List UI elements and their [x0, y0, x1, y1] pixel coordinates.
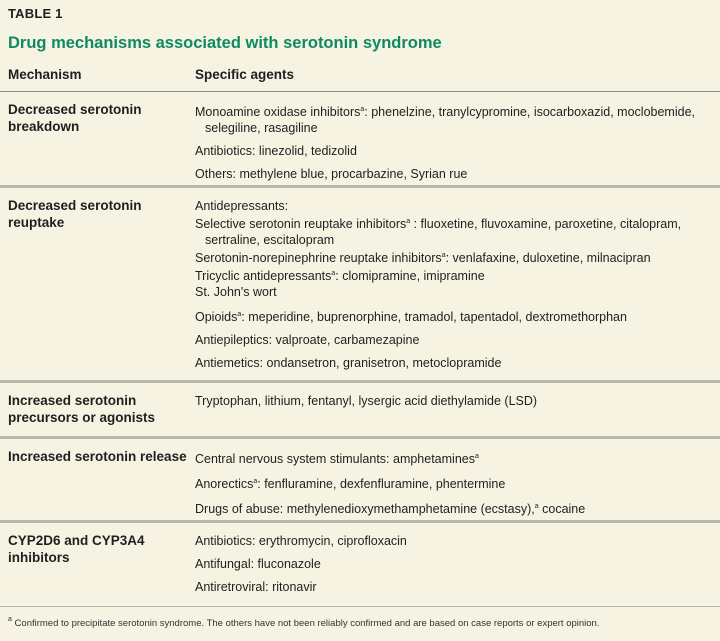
agents-cell — [195, 393, 715, 416]
agents-cell — [195, 102, 715, 189]
agent-entry: Drugs of abuse: methylenedioxymethamphetamine (ecstasy),$^a$ cocaine — [195, 502, 586, 516]
table-footnote: $^a$ Confirmed to precipitate serotonin syndrome. The others have not been reliably confirmed and are based on case reports or expert opinion. — [8, 616, 600, 629]
mechanism-cell: Decreased serotonin reuptake — [8, 198, 142, 230]
agent-entry: Monoamine oxidase inhibitors$^a$: phenelzine, tranylcypromine, isocarboxazid, moclobemide, selegiline, rasagiline — [195, 105, 696, 135]
table-row-precursors — [0, 384, 720, 439]
mechanism-cell: CYP2D6 and CYP3A4 inhibitors — [8, 533, 145, 565]
agent-entry: Antibiotics: linezolid, tedizolid — [195, 144, 357, 158]
agent-entry: Serotonin-norepinephrine reuptake inhibitors$^a$: venlafaxine, duloxetine, milnacipran — [195, 251, 651, 265]
agents-cell — [195, 198, 715, 378]
agent-entry: Selective serotonin reuptake inhibitors$^a$ : fluoxetine, fluvoxamine, paroxetine, citalopram, sertraline, escitalopram — [195, 217, 682, 247]
table-row-breakdown — [0, 93, 720, 188]
agent-entry: Tricyclic antidepressants$^a$: clomipramine, imipramine — [195, 269, 485, 283]
agent-entry: Antidepressants: — [195, 199, 289, 213]
agent-entry: Antiepileptics: valproate, carbamezapine — [195, 333, 420, 347]
agents-cell — [195, 449, 715, 524]
agent-entry: Opioids$^a$: meperidine, buprenorphine, tramadol, tapentadol, dextromethorphan — [195, 310, 627, 324]
column-header-agents: Specific agents — [195, 67, 295, 82]
mechanism-cell: Increased serotonin precursors or agonists — [8, 393, 156, 425]
table-row-reuptake — [0, 189, 720, 383]
column-header-row — [0, 67, 720, 92]
table-title: Drug mechanisms associated with serotonin syndrome — [8, 34, 442, 52]
agent-entry: Antiemetics: ondansetron, granisetron, metoclopramide — [195, 356, 502, 370]
table-row-release — [0, 440, 720, 523]
agent-entry: Central nervous system stimulants: amphetamines$^a$ — [195, 452, 479, 466]
mechanism-cell: Decreased serotonin breakdown — [8, 102, 142, 134]
agents-cell — [195, 533, 715, 602]
mechanism-cell: Increased serotonin release — [8, 449, 187, 464]
agent-entry: Antiretroviral: ritonavir — [195, 580, 317, 594]
agent-entry: Tryptophan, lithium, fentanyl, lysergic acid diethylamide (LSD) — [195, 394, 538, 408]
agent-entry: St. John's wort — [195, 285, 277, 299]
agent-entry: Antifungal: fluconazole — [195, 557, 321, 571]
agent-entry: Anorectics$^a$: fenfluramine, dexfenfluramine, phentermine — [195, 477, 506, 491]
column-header-mechanism: Mechanism — [8, 67, 82, 82]
agent-entry: Antibiotics: erythromycin, ciprofloxacin — [195, 534, 407, 548]
table-row-cyp-inhibitors — [0, 524, 720, 607]
agent-entry: Others: methylene blue, procarbazine, Syrian rue — [195, 167, 468, 181]
table-label: TABLE 1 — [8, 6, 63, 21]
